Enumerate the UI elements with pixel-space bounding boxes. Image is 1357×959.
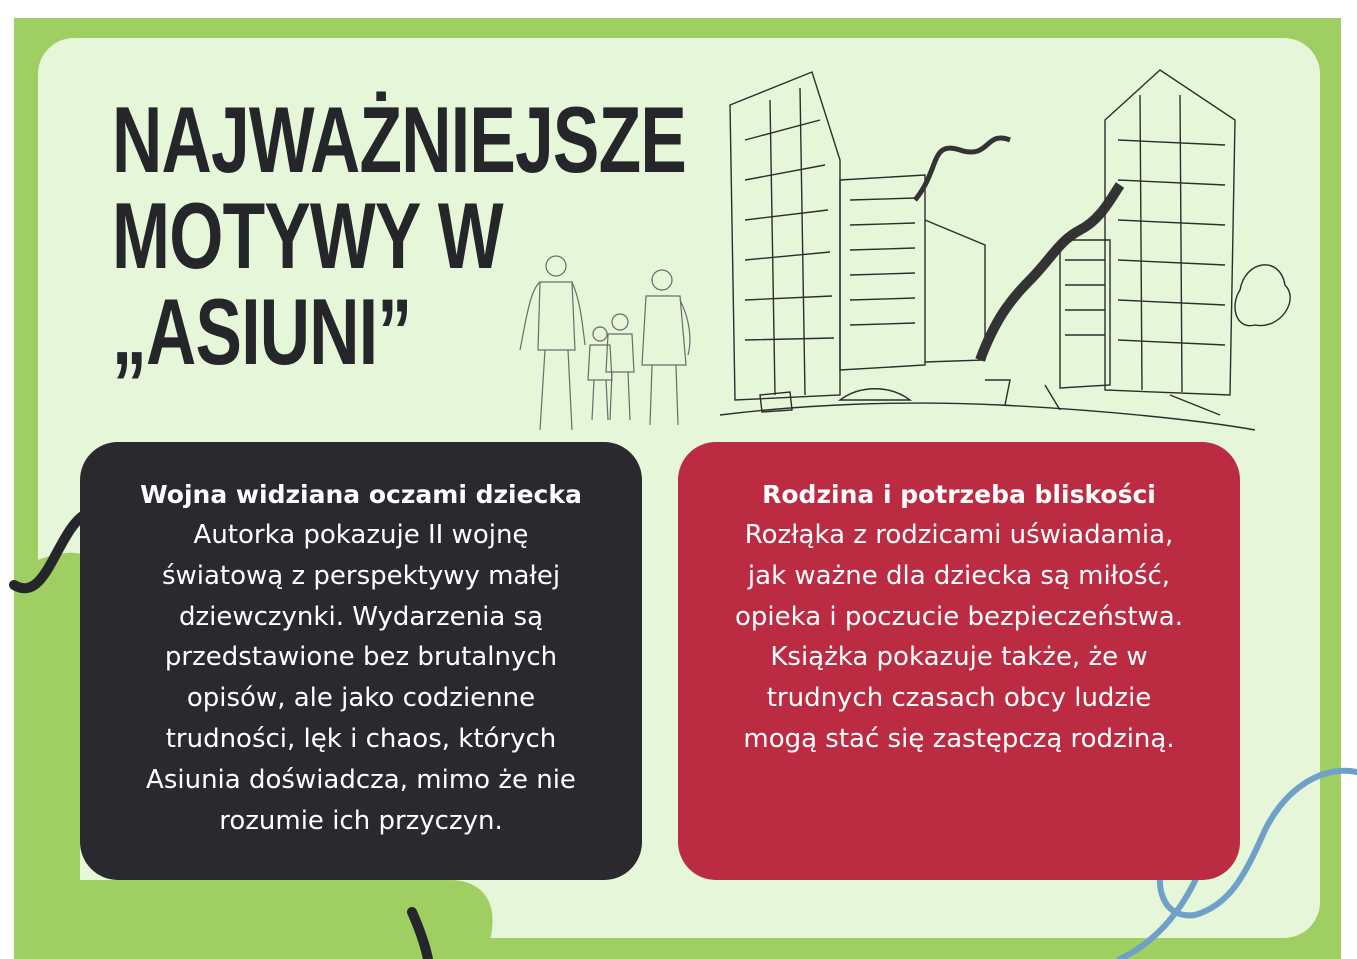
war-ruined-city-sketch bbox=[720, 70, 1290, 430]
card-body-line: opieka i poczucie bezpieczeństwa. bbox=[734, 601, 1184, 632]
card-body bbox=[98, 515, 624, 841]
card-body-line: mogą stać się zastępczą rodziną. bbox=[743, 723, 1175, 754]
card-body-line: jak ważne dla dziecka są miłość, bbox=[747, 560, 1171, 591]
card-body bbox=[696, 515, 1222, 760]
card-body-line: światową z perspektywy małej bbox=[161, 560, 561, 591]
card-body-line: trudności, lęk i chaos, których bbox=[165, 723, 557, 754]
card-heading: Wojna widziana oczami dziecka bbox=[140, 480, 582, 509]
title-line: MOTYWY W bbox=[112, 183, 503, 288]
card-body-line: Rozłąka z rodzicami uświadamia, bbox=[744, 520, 1174, 550]
card-body-line: Asiunia doświadcza, mimo że nie bbox=[146, 764, 576, 795]
card-body-line: przedstawione bez brutalnych bbox=[164, 642, 558, 673]
page-title bbox=[112, 87, 687, 384]
card-war-child-perspective bbox=[80, 442, 642, 880]
card-body-line: dziewczynki. Wydarzenia są bbox=[178, 601, 544, 632]
card-body-line: opisów, ale jako codzienne bbox=[186, 683, 536, 714]
card-body-line: rozumie ich przyczyn. bbox=[219, 805, 503, 836]
title-line: „ASIUNI” bbox=[112, 279, 412, 384]
card-body-line: Książka pokazuje także, że w bbox=[770, 642, 1148, 673]
card-body-line: Autorka pokazuje II wojnę bbox=[193, 520, 529, 550]
card-family-closeness bbox=[678, 442, 1240, 880]
title-line: NAJWAŻNIEJSZE bbox=[112, 87, 687, 192]
card-heading: Rodzina i potrzeba bliskości bbox=[762, 480, 1156, 509]
card-body-line: trudnych czasach obcy ludzie bbox=[766, 683, 1152, 714]
